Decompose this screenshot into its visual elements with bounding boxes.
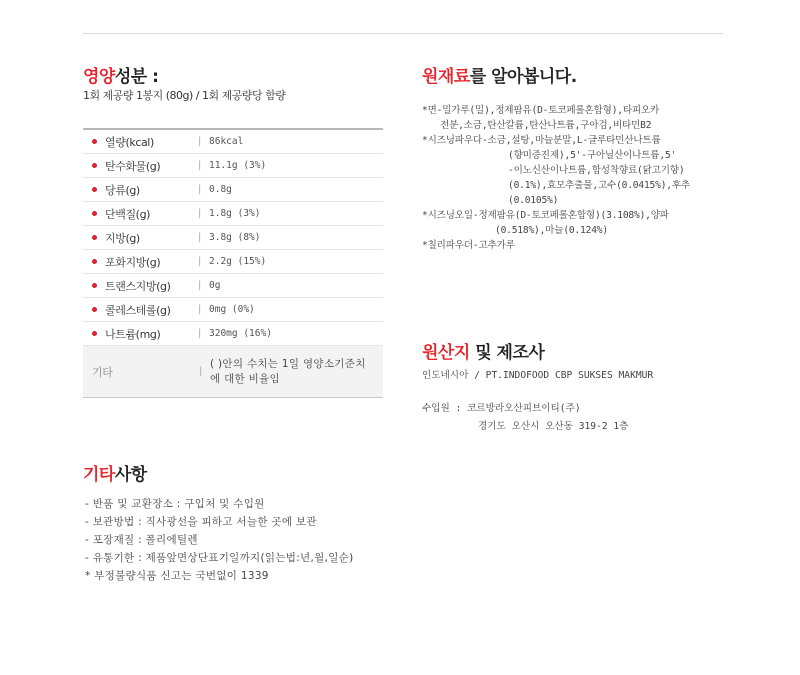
nutrient-name: 트랜스지방(g): [105, 279, 171, 293]
bullet-icon: [92, 139, 97, 144]
nutrition-row-sugars: [83, 178, 383, 202]
ingredient-line: (0.0105%): [508, 195, 559, 206]
origin-title-rest: 및 제조사: [469, 343, 545, 363]
nutrient-value: 1.8g (3%): [209, 208, 261, 219]
importer-address: 경기도 오산시 오산동 319-2 1층: [478, 421, 629, 432]
nutrient-name: 탄수화물(g): [105, 159, 161, 173]
misc-line: * 부정불량식품 신고는 국번없이 1339: [85, 570, 269, 582]
importer-info: [422, 400, 628, 436]
nutrition-row-other: [83, 346, 383, 397]
separator: |: [198, 280, 202, 291]
nutrition-row-cholesterol: [83, 298, 383, 322]
nutrient-name: 당류(g): [105, 183, 140, 197]
nutrient-name: 나트륨(mg): [105, 327, 161, 341]
misc-list: [85, 495, 354, 585]
ingredient-line: *면-밀가루(밀),정제팜유(D-토코페롤혼합형),타피오카: [422, 105, 660, 116]
bullet-icon: [92, 235, 97, 240]
nutrient-name: 포화지방(g): [105, 255, 161, 269]
nutrition-row-saturated-fat: [83, 250, 383, 274]
origin-title-accent: 원산지: [422, 343, 470, 363]
nutrition-title-accent: 영양: [83, 67, 115, 87]
bullet-icon: [92, 283, 97, 288]
ingredients-list: [422, 103, 690, 253]
separator: |: [198, 256, 202, 267]
nutrition-row-sodium: [83, 322, 383, 346]
nutrition-subtitle: 1회 제공량 1봉지 (80g) / 1회 제공량당 함량: [83, 89, 286, 102]
misc-title-accent: 기타: [83, 465, 115, 485]
origin-title: [422, 338, 544, 363]
nutrient-name: 지방(g): [105, 231, 140, 245]
ingredient-line: 전분,소금,탄산칼륨,탄산나트륨,구아검,비타민B2: [440, 120, 652, 131]
misc-line: - 유통기한 : 제품앞면상단표기일까지(읽는법:년,월,일순): [85, 552, 354, 564]
separator: |: [198, 232, 202, 243]
bullet-icon: [92, 331, 97, 336]
nutrient-value: 3.8g (8%): [209, 232, 261, 243]
separator: |: [198, 304, 202, 315]
nutrient-value: 0g: [209, 280, 221, 291]
bullet-icon: [92, 307, 97, 312]
nutrient-value: 320mg (16%): [209, 328, 272, 339]
nutrition-row-trans-fat: [83, 274, 383, 298]
nutrient-value: 86kcal: [209, 136, 244, 147]
bullet-icon: [92, 163, 97, 168]
ingredient-line: *칠리파우더-고추가루: [422, 240, 515, 251]
nutrient-name: 콜레스테롤(g): [105, 303, 171, 317]
ingredient-line: *시즈닝오일-정제팜유(D-토코페롤혼합형)(3.108%),양파: [422, 210, 669, 221]
nutrient-value: 11.1g (3%): [209, 160, 267, 171]
misc-line: - 반품 및 교환장소 : 구입처 및 수입원: [85, 498, 265, 510]
ingredient-line: (0.518%),마늘(0.124%): [495, 225, 608, 236]
top-divider: [83, 33, 723, 34]
nutrient-name: 열량(kcal): [105, 135, 154, 149]
ingredient-line: (향미증진제),5'-구아닐산이나트륨,5': [508, 150, 677, 161]
separator: |: [198, 184, 202, 195]
ingredient-line: (0.1%),효모추출물,고수(0.0415%),후추: [508, 180, 690, 191]
nutrition-table: [83, 128, 383, 398]
nutrient-value: 2.2g (15%): [209, 256, 267, 267]
nutrition-row-carbs: [83, 154, 383, 178]
nutrient-value: ( )안의 수치는 1일 영양소기준치에 대한 비율임: [210, 357, 366, 385]
nutrition-row-calories: [83, 130, 383, 154]
nutrition-row-fat: [83, 226, 383, 250]
origin-country-maker: 인도네시아 / PT.INDOFOOD CBP SUKSES MAKMUR: [422, 370, 654, 381]
misc-title-rest: 사항: [114, 465, 147, 485]
bullet-icon: [92, 187, 97, 192]
bullet-icon: [92, 259, 97, 264]
nutrient-name: 단백질(g): [105, 207, 151, 221]
ingredients-title-accent: 원재료: [422, 67, 470, 87]
misc-line: - 포장재질 : 폴리에틸렌: [85, 534, 198, 546]
separator: |: [198, 328, 202, 339]
nutrition-row-protein: [83, 202, 383, 226]
separator: |: [198, 208, 202, 219]
nutrition-title-rest: 성분 :: [114, 67, 159, 87]
bullet-icon: [92, 211, 97, 216]
ingredients-title: [422, 62, 577, 87]
importer-line: 수입원 : 코르방라오산피브이티(주): [422, 403, 581, 414]
misc-line: - 보관방법 : 직사광선을 피하고 서늘한 곳에 보관: [85, 516, 317, 528]
ingredients-title-rest: 를 알아봅니다.: [469, 67, 577, 87]
separator: |: [199, 366, 203, 377]
nutrient-name: 기타: [92, 365, 113, 379]
ingredient-line: *시즈닝파우다-소금,설탕,마늘분말,L-글루타민산나트륨: [422, 135, 661, 146]
separator: |: [198, 136, 202, 147]
nutrition-title: [83, 62, 158, 87]
separator: |: [198, 160, 202, 171]
misc-title: [83, 460, 147, 485]
nutrient-value: 0mg (0%): [209, 304, 255, 315]
ingredient-line: -이노신산이나트륨,합성착향료(닭고기향): [508, 165, 685, 176]
nutrient-value: 0.8g: [209, 184, 232, 195]
